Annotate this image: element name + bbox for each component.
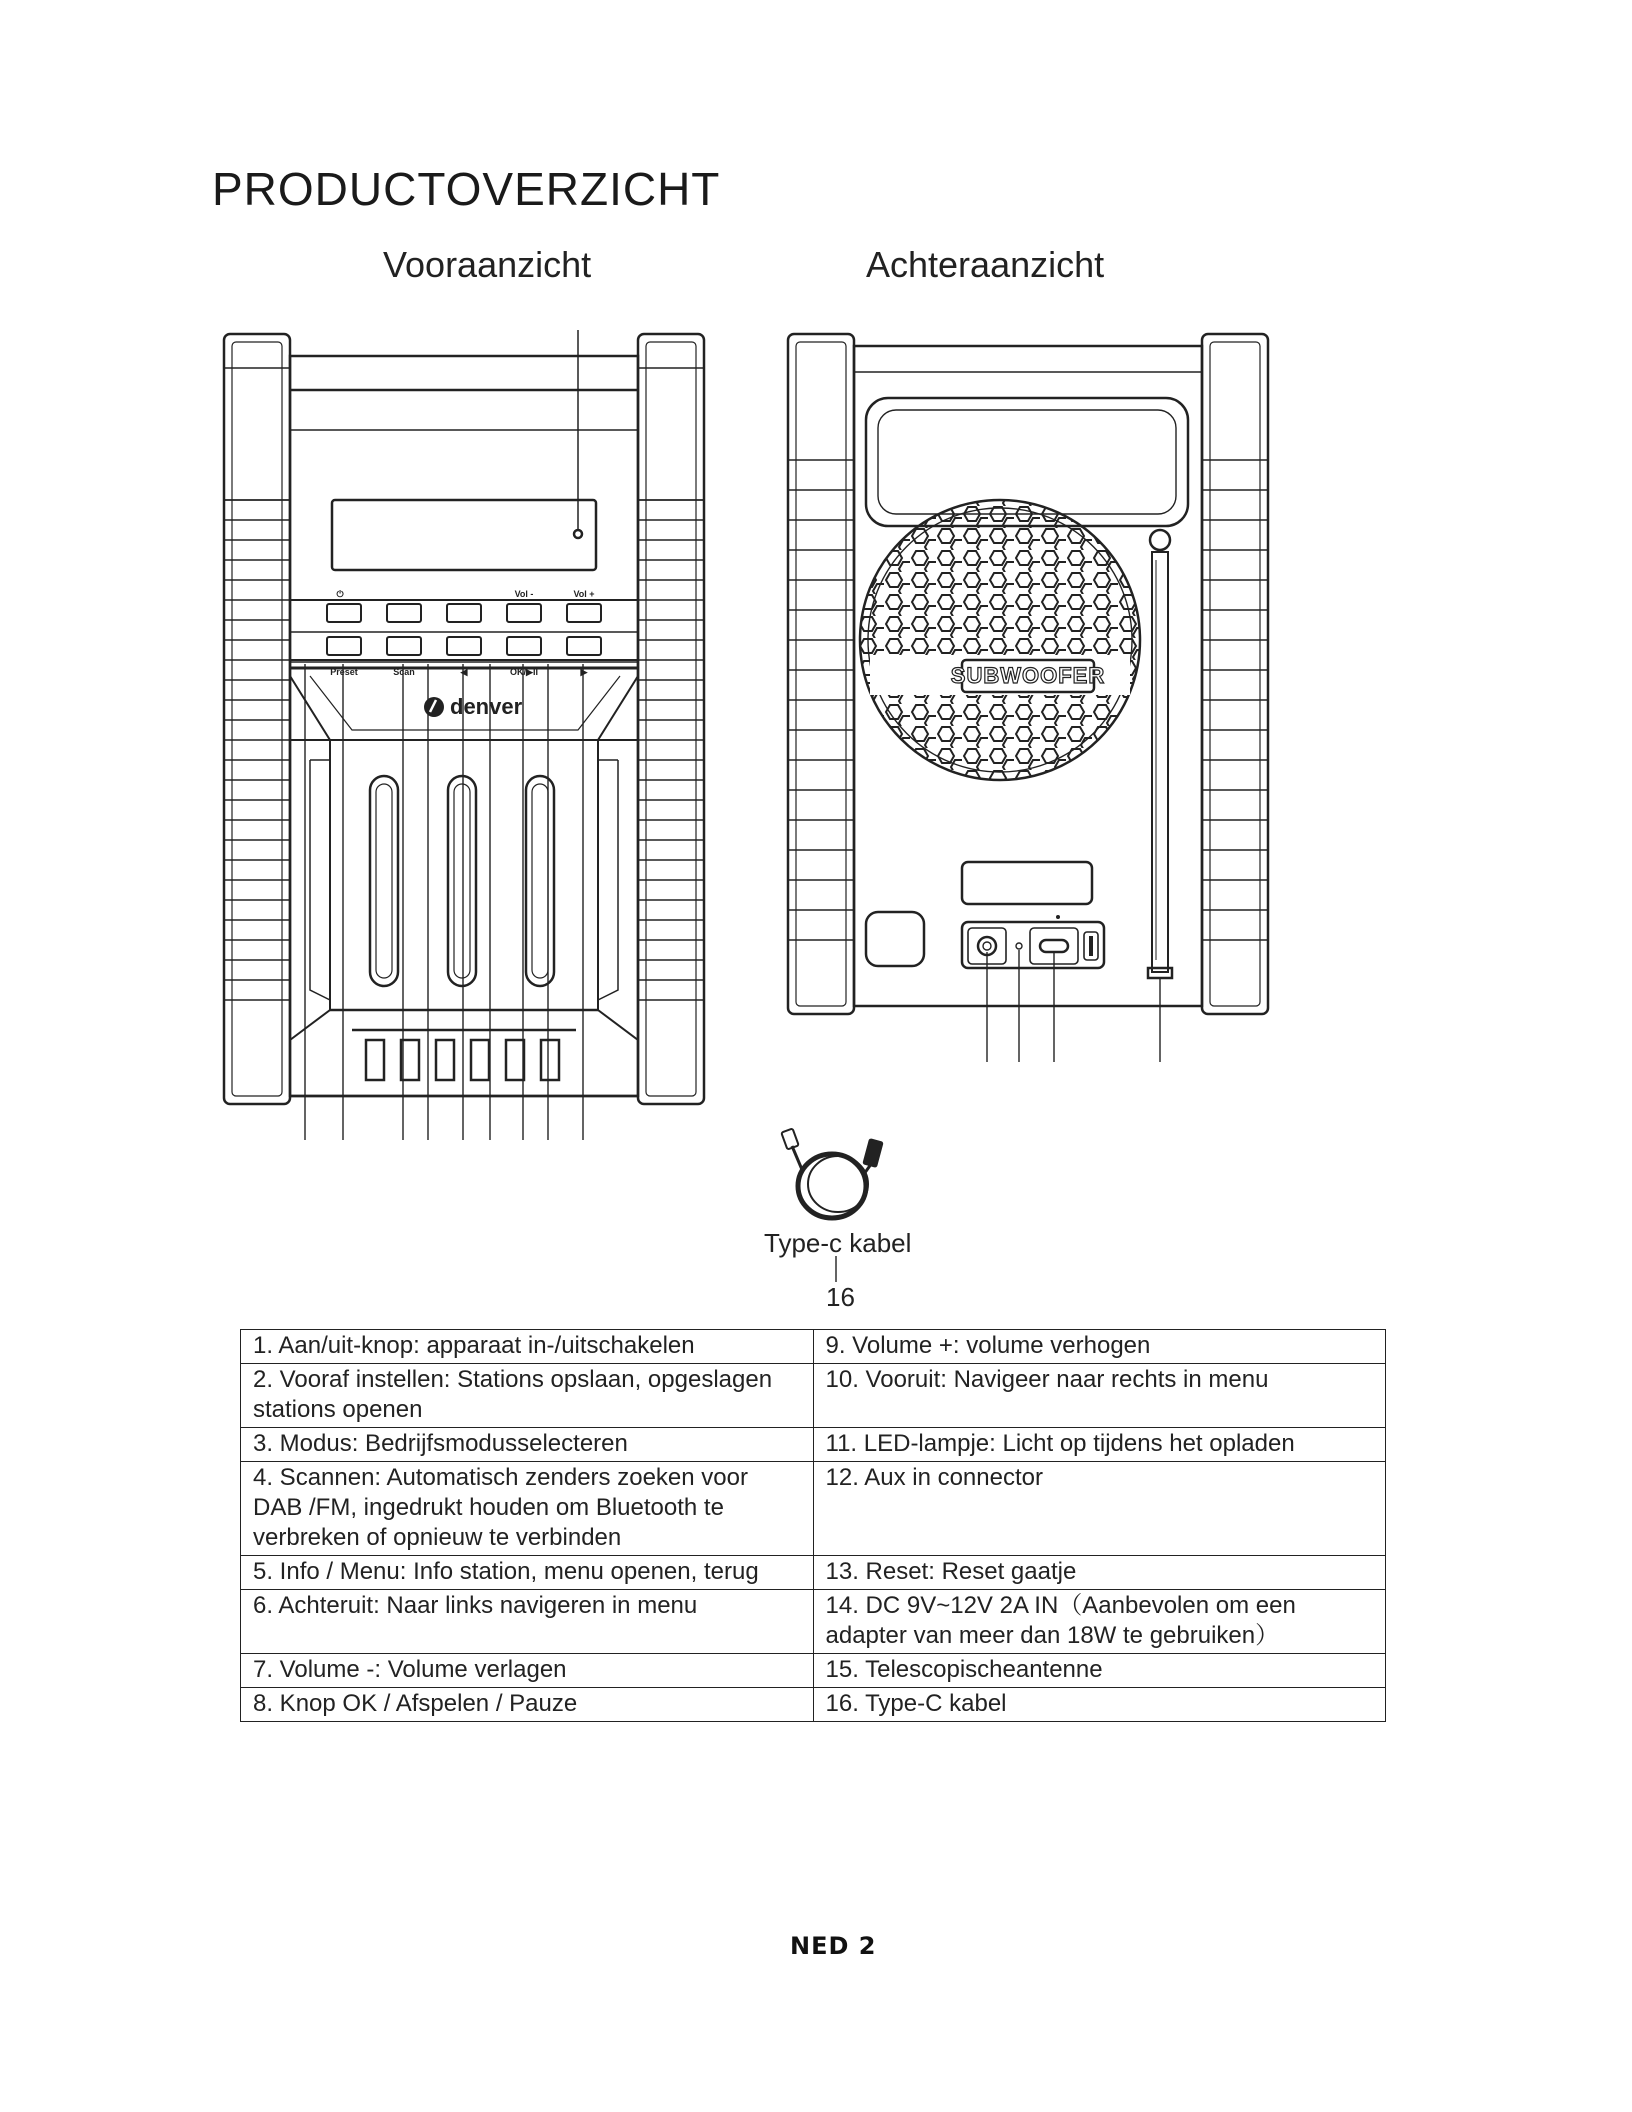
table-row xyxy=(241,1462,1386,1556)
table-row xyxy=(241,1330,1386,1364)
front-view-label: Vooraanzicht xyxy=(383,244,592,285)
legend-cell: 7. Volume -: Volume verlagen xyxy=(241,1654,814,1688)
legend-cell: 13. Reset: Reset gaatje xyxy=(813,1556,1386,1590)
vol-minus-label: Vol - xyxy=(514,589,534,599)
legend-cell: 16. Type-C kabel xyxy=(813,1688,1386,1722)
forward-label: ▶ xyxy=(580,667,588,677)
brand-text: denver xyxy=(450,694,523,719)
back-view-drawing xyxy=(788,334,1268,1062)
legend-cell: 6. Achteruit: Naar links navigeren in menu xyxy=(241,1590,814,1654)
ok-play-label: OK/▶II xyxy=(510,667,538,677)
legend-cell: 12. Aux in connector xyxy=(813,1462,1386,1556)
legend-cell: 10. Vooruit: Navigeer naar rechts in menu xyxy=(813,1364,1386,1428)
page-footer: NED 2 xyxy=(790,1932,877,1960)
table-row xyxy=(241,1428,1386,1462)
front-button-labels xyxy=(330,589,594,677)
table-row xyxy=(241,1654,1386,1688)
grille-text: SUBWOOFER xyxy=(950,663,1106,688)
legend-cell: 9. Volume +: volume verhogen xyxy=(813,1330,1386,1364)
table-row xyxy=(241,1590,1386,1654)
parts-legend-table xyxy=(240,1329,1386,1722)
legend-cell: 5. Info / Menu: Info station, menu openen, terug xyxy=(241,1556,814,1590)
legend-cell: 14. DC 9V~12V 2A IN（Aanbevolen om een adapter van meer dan 18W te gebruiken） xyxy=(813,1590,1386,1654)
back-label: ◀ xyxy=(460,667,468,677)
cable-number: 16 xyxy=(826,1282,855,1312)
power-label: ⏻ xyxy=(336,589,344,599)
vol-plus-label: Vol + xyxy=(573,589,595,599)
back-view-label: Achteraanzicht xyxy=(866,244,1105,285)
legend-cell: 11. LED-lampje: Licht op tijdens het opladen xyxy=(813,1428,1386,1462)
legend-cell: 2. Vooraf instellen: Stations opslaan, opgeslagen stations openen xyxy=(241,1364,814,1428)
denver-logo xyxy=(424,694,523,719)
legend-cell: 15. Telescopischeantenne xyxy=(813,1654,1386,1688)
legend-cell: 4. Scannen: Automatisch zenders zoeken voor DAB /FM, ingedrukt houden om Bluetooth te verbreken of opnieuw te verbinden xyxy=(241,1462,814,1556)
legend-cell: 8. Knop OK / Afspelen / Pauze xyxy=(241,1688,814,1722)
legend-cell: 1. Aan/uit-knop: apparaat in-/uitschakelen xyxy=(241,1330,814,1364)
page-title: PRODUCTOVERZICHT xyxy=(212,163,721,215)
table-row xyxy=(241,1688,1386,1722)
table-row xyxy=(241,1364,1386,1428)
legend-cell: 3. Modus: Bedrijfsmodusselecteren xyxy=(241,1428,814,1462)
preset-label: Preset xyxy=(330,667,358,677)
front-view-drawing xyxy=(224,330,704,1140)
scan-label: Scan xyxy=(393,667,415,677)
table-row xyxy=(241,1556,1386,1590)
cable-label: Type-c kabel xyxy=(764,1228,912,1258)
